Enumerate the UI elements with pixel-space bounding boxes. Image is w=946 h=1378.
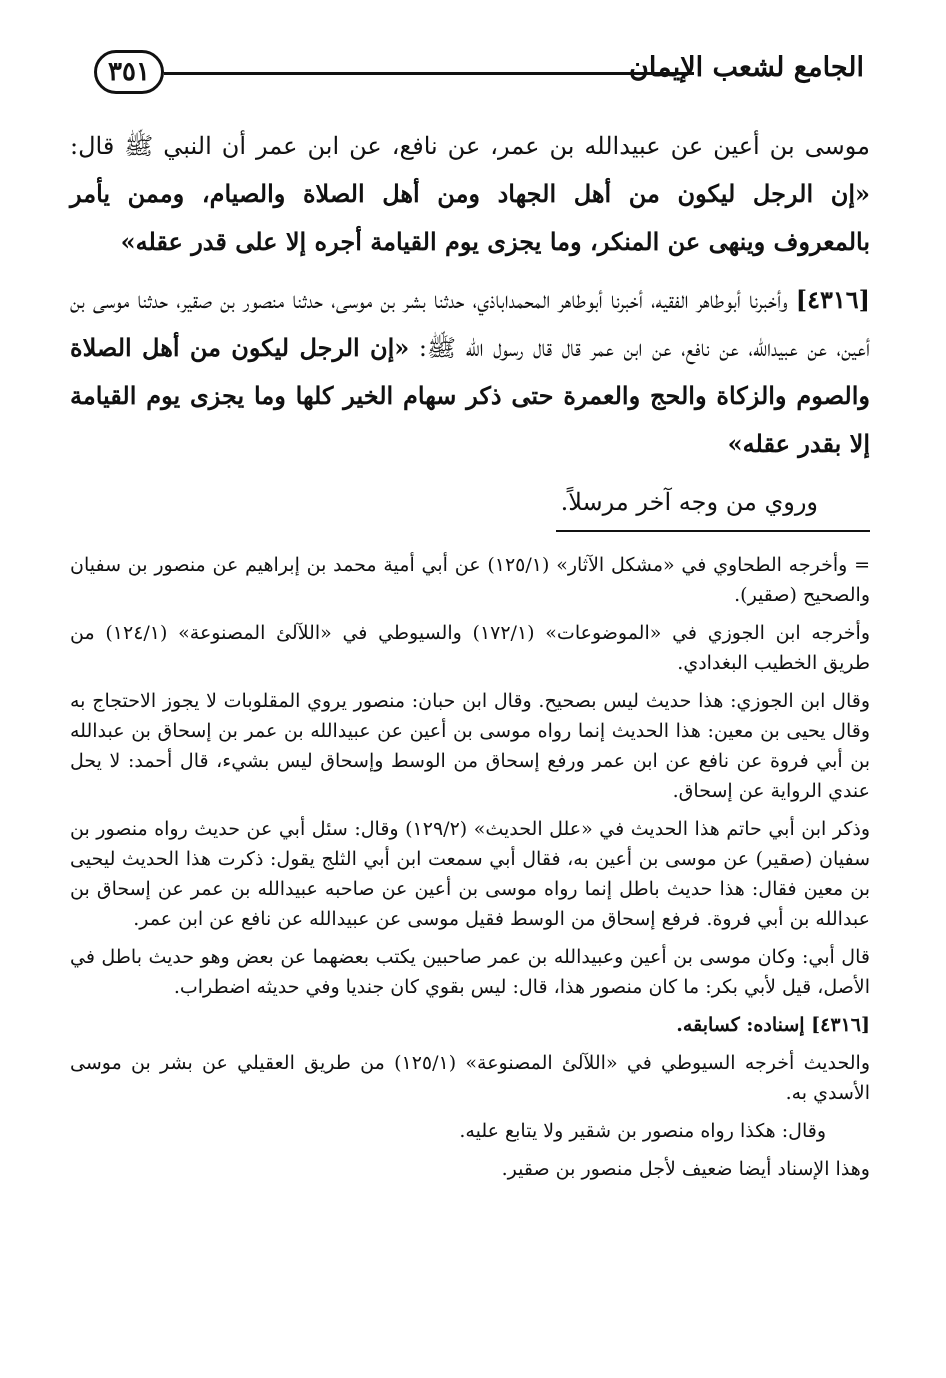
isnad-text: موسى بن أعين عن عبيدالله بن عمر، عن نافع، عن ابن عمر أن النبي ﷺ قال: xyxy=(70,132,870,160)
main-text xyxy=(70,122,870,536)
footnote-divider xyxy=(556,530,870,532)
hadith-text: «إن الرجل ليكون من أهل الجهاد ومن أهل الصلاة والصيام، وممن يأمر بالمعروف وينهى عن المنكر، وما يجزى يوم القيامة أجره إلا على قدر عقله» xyxy=(70,179,870,256)
page-number: ٣٥١ xyxy=(94,50,164,94)
hadith-number: [٤٣١٦] xyxy=(795,285,870,314)
hadith-number: [٤٣١٦] xyxy=(811,1014,870,1036)
footnotes xyxy=(70,550,870,1192)
footnote-8: وقال: هكذا رواه منصور بن شقير ولا يتابع عليه. xyxy=(459,1120,826,1142)
header-rule xyxy=(164,72,694,75)
paragraph-1 xyxy=(70,122,870,266)
footnote-7: والحديث أخرجه السيوطي في «اللآلئ المصنوعة» (١٢٥/١) من طريق العقيلي عن بشر بن موسى الأسدي به. xyxy=(70,1052,870,1104)
running-title: الجامع لشعب الإيمان xyxy=(629,52,864,83)
paragraph-3: وروي من وجه آخر مرسلاً. xyxy=(560,488,818,516)
footnote-4: وذكر ابن أبي حاتم هذا الحديث في «علل الحديث» (١٢٩/٢) وقال: سئل أبي عن حديث رواه منصور بن سفيان (صقير) عن موسى بن أعين به، فقال أبي سمعت ابن أبي الثلج يقول: ذكرت هذا الحديث ليحيى بن معين فقال: هذا حديث باطل إنما رواه موسى بن أعين عن صاحبه عبيدالله بن عمر عن إسحاق بن عبدالله بن أبي فروة. فرفع إسحاق من الوسط فقيل موسى عن عبيدالله عن نافع عن ابن عمر. xyxy=(70,818,870,930)
isnad-text: وأخبرنا أبوطاهر الفقيه، أخبرنا أبوطاهر المحمداباذي، حدثنا بشر بن موسى، حدثنا منصور بن صقير، حدثنا موسى بن أعين، عن عبيدالله، عن نافع، عن ابن عمر قال قال رسول الله ﷺ: xyxy=(70,286,870,362)
paragraph-2 xyxy=(70,276,870,468)
footnote-2: وأخرجه ابن الجوزي في «الموضوعات» (١٧٢/١) والسيوطي في «اللآلئ المصنوعة» (١٢٤/١) من طريق الخطيب البغدادي. xyxy=(70,622,871,674)
page-header xyxy=(88,44,870,108)
hadith-text: «إن الرجل ليكون من أهل الصلاة والصوم والزكاة والحج والعمرة حتى ذكر سهام الخير كلها وما يجزى يوم القيامة إلا بقدر عقله» xyxy=(70,333,870,458)
footnote-5: قال أبي: وكان موسى بن أعين وعبيدالله بن عمر صاحبين يكتب بعضهما عن بعض وهو حديث باطل في الأصل، قيل لأبي بكر: ما كان منصور هذا، قال: ليس بقوي كان جنديا وفي حديثه اضطراب. xyxy=(70,946,870,998)
footnote-3: وقال ابن الجوزي: هذا حديث ليس بصحيح. وقال ابن حبان: منصور يروي المقلوبات لا يجوز الاحتجاج به وقال يحيى بن معين: هذا الحديث إنما رواه موسى بن أعين عن عبيدالله بن عمر بن إسحاق بن عبدالله بن أبي فروة عن نافع عن ابن عمر ورفع إسحاق من الوسط وإسحاق ليس بشيء، قال أحمد: لا يحل عندي الرواية عن إسحاق. xyxy=(70,690,870,802)
footnote-1: = وأخرجه الطحاوي في «مشكل الآثار» (١٢٥/١) عن أبي أمية محمد بن إبراهيم عن منصور بن سفيان والصحيح (صقير). xyxy=(70,554,871,606)
footnote-6 xyxy=(70,1010,870,1040)
footnote-6-text: إسناده: كسابقه. xyxy=(676,1014,812,1036)
footnote-9: وهذا الإسناد أيضا ضعيف لأجل منصور بن صقير. xyxy=(501,1158,870,1180)
